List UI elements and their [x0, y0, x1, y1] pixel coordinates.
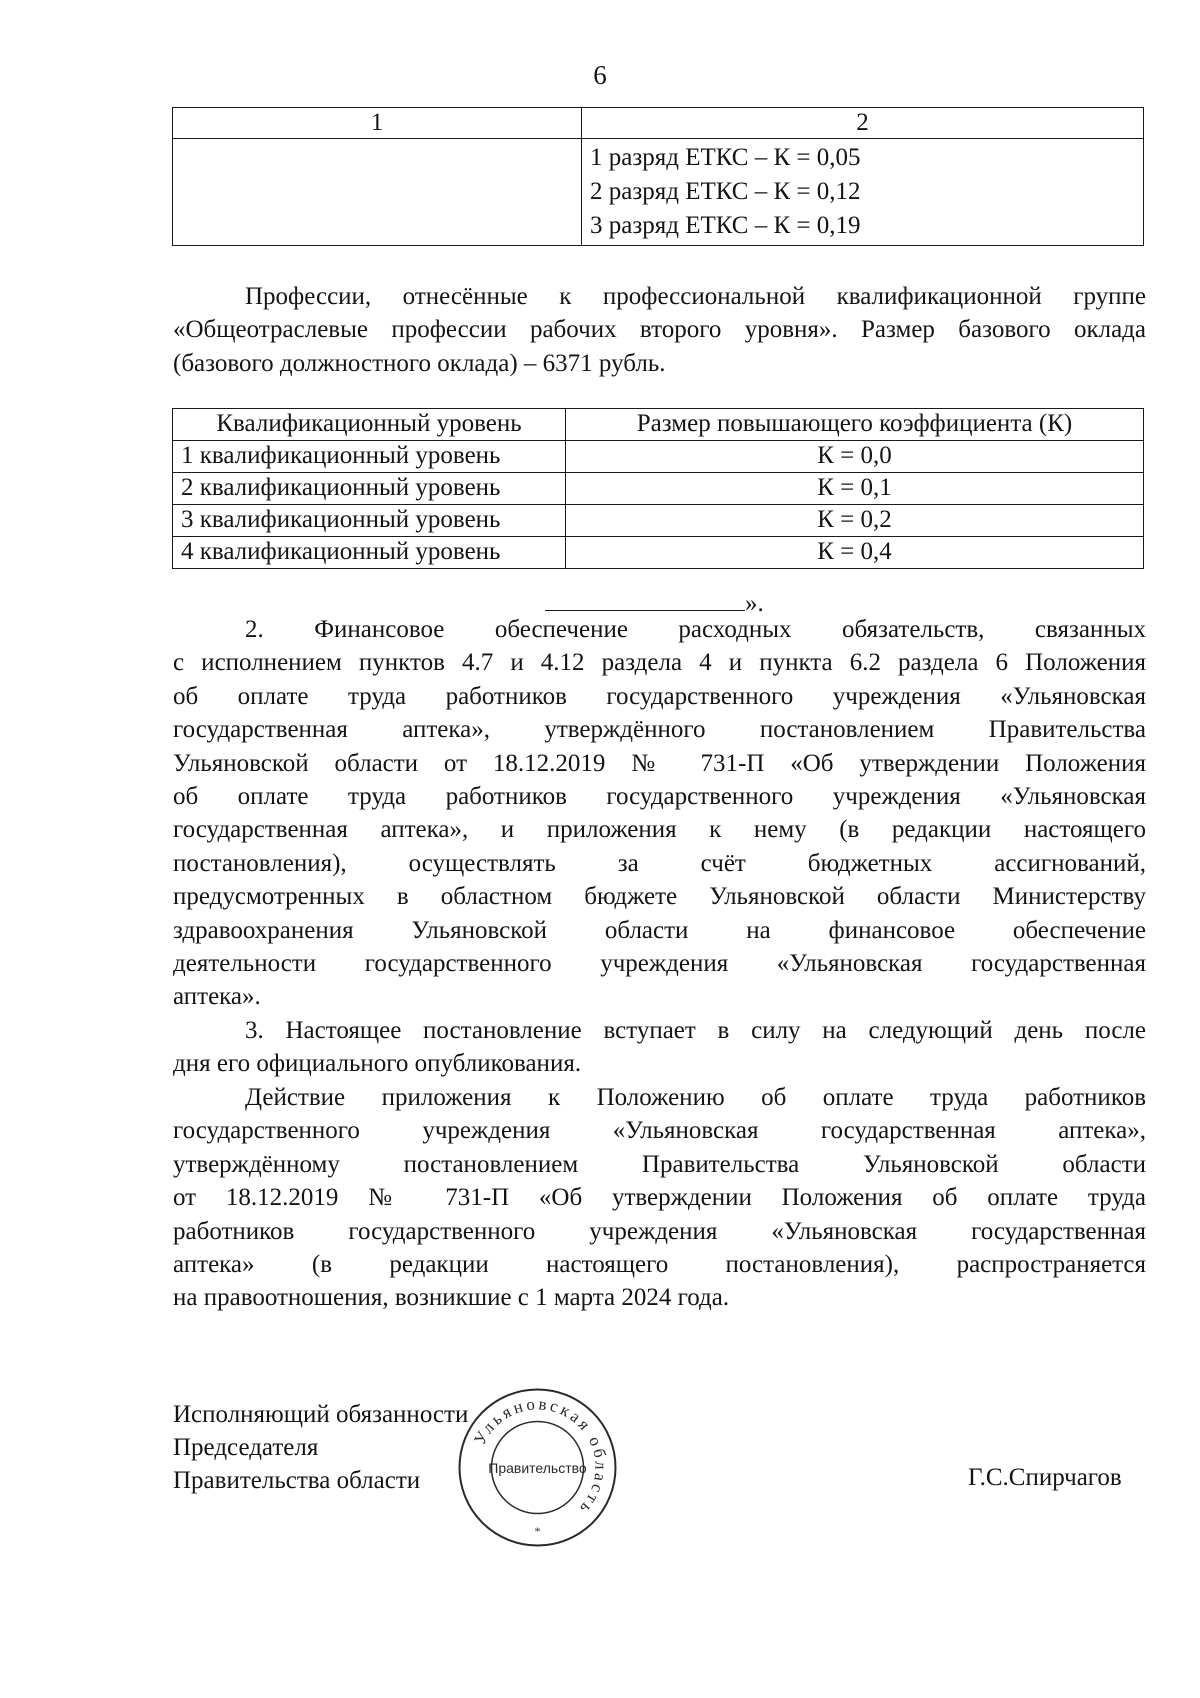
text-line: Ульяновской области от 18.12.2019 № 731-П «Об утверждении Положения	[173, 749, 1146, 777]
signature-title-line: Председателя	[173, 1434, 319, 1461]
qualification-level: 1 квалификационный уровень	[173, 441, 566, 473]
seal-star-icon: *	[534, 1524, 541, 1538]
qualification-coefficient: К = 0,2	[566, 505, 1144, 537]
qualification-level: 2 квалификационный уровень	[173, 473, 566, 505]
grade-table	[172, 107, 1144, 246]
closing-quote-text: ».	[745, 590, 764, 617]
signature-block	[173, 1398, 468, 1497]
text-line: (базового должностного оклада) – 6371 рубль.	[173, 349, 666, 377]
grade-table-values-cell	[582, 139, 1144, 246]
text-line: деятельности государственного учреждения «Ульяновская государственная	[173, 950, 1146, 978]
qualification-level: 4 квалификационный уровень	[173, 537, 566, 569]
qualification-coefficient: К = 0,0	[566, 441, 1144, 473]
text-line: с исполнением пунктов 4.7 и 4.12 раздела 4 и пункта 6.2 раздела 6 Положения	[173, 649, 1146, 677]
grade-line: 3 разряд ЕТКС – К = 0,19	[590, 212, 861, 239]
grade-table-row	[173, 139, 1144, 246]
qualification-coefficient: К = 0,1	[566, 473, 1144, 505]
text-line: об оплате труда работников государственного учреждения «Ульяновская	[173, 682, 1146, 710]
text-line: работников государственного учреждения «Ульяновская государственная	[173, 1217, 1146, 1245]
signature-title-line: Правительства области	[173, 1467, 421, 1494]
grade-table-header-col1: 1	[173, 108, 582, 139]
text-line: Действие приложения к Положению об оплате труда работников	[245, 1084, 1146, 1111]
text-line: постановления), осуществлять за счёт бюджетных ассигнований,	[173, 849, 1146, 877]
text-line: Профессии, отнесённые к профессиональной квалификационной группе	[245, 283, 1146, 310]
grade-line: 2 разряд ЕТКС – К = 0,12	[590, 178, 861, 205]
paragraph-3	[173, 1014, 1146, 1081]
text-line: аптека» (в редакции настоящего постановления), распространяется	[173, 1251, 1146, 1279]
grade-table-header	[173, 108, 1144, 139]
paragraph-2	[173, 613, 1146, 1014]
text-line: здравоохранения Ульяновской области на финансовое обеспечение	[173, 916, 1146, 944]
text-line: 2. Финансовое обеспечение расходных обязательств, связанных	[245, 616, 1146, 643]
qualification-row	[173, 505, 1144, 537]
text-line: 3. Настоящее постановление вступает в силу на следующий день после	[245, 1017, 1146, 1044]
qualification-row	[173, 537, 1144, 569]
qualification-table-header	[173, 409, 1144, 441]
seal-ring-text: Ульяновская область	[469, 1394, 611, 1520]
text-line: государственная аптека», утверждённого постановлением Правительства	[173, 716, 1146, 744]
official-seal	[455, 1385, 620, 1550]
qualification-row	[173, 441, 1144, 473]
qualification-coefficient: К = 0,4	[566, 537, 1144, 569]
seal-center-text: Правительство	[488, 1460, 587, 1476]
qualification-header-level: Квалификационный уровень	[173, 409, 566, 441]
text-line: от 18.12.2019 № 731-П «Об утверждении Положения об оплате труда	[173, 1184, 1146, 1212]
grade-table-empty-cell	[173, 139, 582, 246]
text-line: об оплате труда работников государственного учреждения «Ульяновская	[173, 783, 1146, 811]
qualification-level: 3 квалификационный уровень	[173, 505, 566, 537]
closing-underline	[545, 586, 745, 611]
page-number: 6	[593, 60, 607, 90]
signature-title-line: Исполняющий обязанности	[173, 1401, 469, 1428]
text-line: государственного учреждения «Ульяновская государственная аптека»,	[173, 1117, 1146, 1145]
text-line: дня его официального опубликования.	[173, 1050, 582, 1078]
qualification-row	[173, 473, 1144, 505]
grade-line: 1 разряд ЕТКС – К = 0,05	[590, 144, 861, 171]
intro-paragraph	[173, 280, 1146, 380]
signer-name: Г.С.Спирчагов	[968, 1464, 1122, 1491]
qualification-header-coefficient: Размер повышающего коэффициента (К)	[566, 409, 1144, 441]
grade-table-header-col2: 2	[582, 108, 1144, 139]
text-line: предусмотренных в областном бюджете Ульяновской области Министерству	[173, 883, 1146, 911]
text-line: государственная аптека», и приложения к нему (в редакции настоящего	[173, 816, 1146, 844]
text-line: утверждённому постановлением Правительства Ульяновской области	[173, 1150, 1146, 1178]
text-line: на правоотношения, возникшие с 1 марта 2024 года.	[173, 1284, 730, 1312]
text-line: «Общеотраслевые профессии рабочих второго уровня». Размер базового оклада	[173, 316, 1146, 344]
qualification-table	[172, 408, 1144, 569]
text-line: аптека».	[173, 983, 261, 1011]
paragraph-4	[173, 1081, 1146, 1315]
